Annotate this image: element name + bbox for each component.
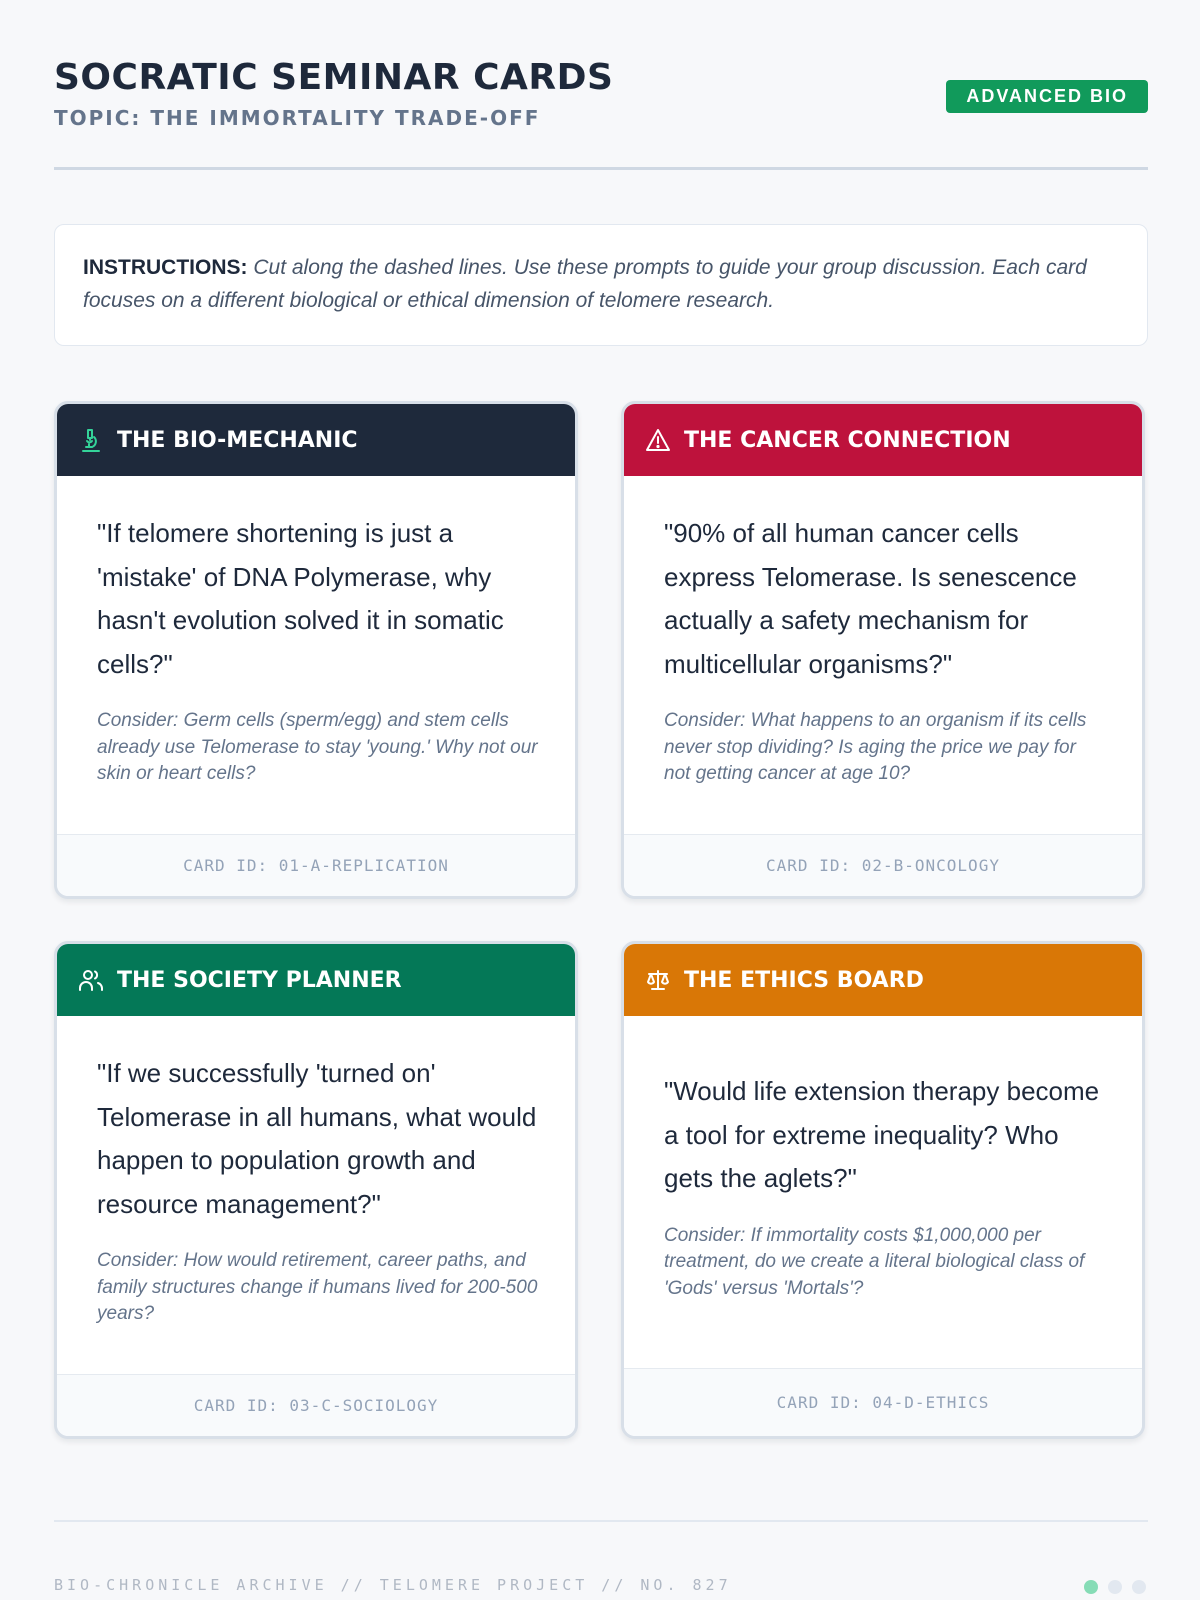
card-question: "If telomere shortening is just a 'mistake' of DNA Polymerase, why hasn't evolution solved it in somatic cells?" bbox=[97, 518, 504, 679]
course-badge: ADVANCED BIO bbox=[946, 80, 1148, 113]
scales-icon bbox=[644, 966, 672, 994]
card-title: THE CANCER CONNECTION bbox=[684, 427, 1011, 453]
card-consider: Consider: How would retirement, career paths, and family structures change if humans lived for 200-500 years? bbox=[97, 1250, 538, 1324]
page-dot bbox=[1108, 1580, 1122, 1594]
card-id: CARD ID: 02-B-ONCOLOGY bbox=[624, 834, 1142, 896]
page-dot bbox=[1132, 1580, 1146, 1594]
seminar-card-ethics-board bbox=[621, 941, 1145, 1439]
footer-archive-text: BIO-CHRONICLE ARCHIVE // TELOMERE PROJECT // NO. 827 bbox=[54, 1576, 732, 1594]
page-title: SOCRATIC SEMINAR CARDS bbox=[54, 57, 614, 98]
instructions-label: INSTRUCTIONS: bbox=[83, 256, 248, 279]
warning-icon bbox=[644, 426, 672, 454]
microscope-icon bbox=[77, 426, 105, 454]
card-title: THE BIO-MECHANIC bbox=[117, 427, 358, 453]
header-divider bbox=[54, 167, 1148, 170]
page-dot-active bbox=[1084, 1580, 1098, 1594]
users-icon bbox=[77, 966, 105, 994]
instructions-box bbox=[54, 224, 1148, 346]
card-id: CARD ID: 04-D-ETHICS bbox=[624, 1368, 1142, 1436]
card-header bbox=[57, 944, 575, 1016]
card-title: THE SOCIETY PLANNER bbox=[117, 967, 402, 993]
card-id: CARD ID: 01-A-REPLICATION bbox=[57, 834, 575, 896]
card-title: THE ETHICS BOARD bbox=[684, 967, 924, 993]
card-consider: Consider: Germ cells (sperm/egg) and stem cells already use Telomerase to stay 'young.' Why not our skin or heart cells? bbox=[97, 710, 538, 784]
page-indicator bbox=[1084, 1580, 1146, 1594]
footer-divider bbox=[54, 1520, 1148, 1522]
card-id: CARD ID: 03-C-SOCIOLOGY bbox=[57, 1374, 575, 1436]
seminar-card-cancer-connection bbox=[621, 401, 1145, 899]
card-header bbox=[624, 404, 1142, 476]
card-consider: Consider: What happens to an organism if its cells never stop dividing? Is aging the price we pay for not getting cancer at age 10? bbox=[664, 710, 1087, 784]
card-question: "If we successfully 'turned on' Telomerase in all humans, what would happen to population growth and resource management?" bbox=[97, 1058, 537, 1219]
page-subtitle: TOPIC: THE IMMORTALITY TRADE-OFF bbox=[54, 106, 541, 130]
instructions-text: Cut along the dashed lines. Use these prompts to guide your group discussion. Each card focuses on a different biological or ethical dimension of telomere research. bbox=[83, 256, 1087, 312]
card-question: "Would life extension therapy become a tool for extreme inequality? Who gets the aglets?" bbox=[664, 1076, 1100, 1193]
page-header bbox=[54, 56, 1148, 170]
card-header bbox=[57, 404, 575, 476]
card-question: "90% of all human cancer cells express Telomerase. Is senescence actually a safety mechanism for multicellular organisms?" bbox=[664, 518, 1077, 679]
card-header bbox=[624, 944, 1142, 1016]
seminar-card-society-planner bbox=[54, 941, 578, 1439]
seminar-card-bio-mechanic bbox=[54, 401, 578, 899]
card-consider: Consider: If immortality costs $1,000,000 per treatment, do we create a literal biological class of 'Gods' versus 'Mortals'? bbox=[664, 1224, 1085, 1299]
